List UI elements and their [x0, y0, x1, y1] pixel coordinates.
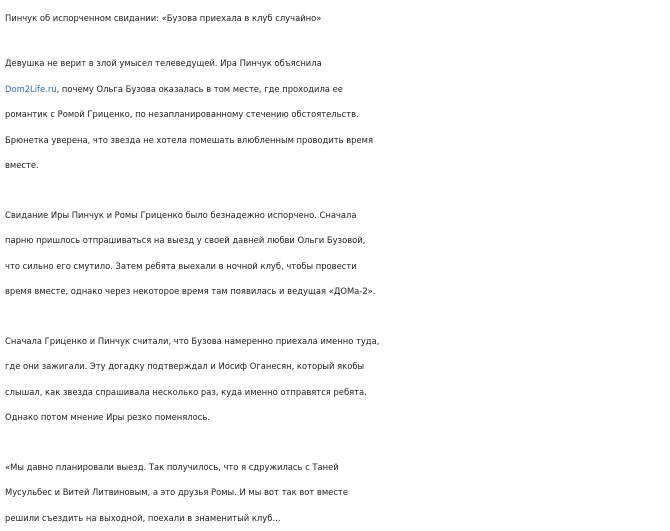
paragraph-line: Брюнетка уверена, что звезда не хотела помешать влюбленным проводить время [5, 128, 667, 154]
paragraph-line [5, 77, 667, 103]
paragraph-line: вместе. [5, 153, 667, 179]
paragraph-line: решили съездить на выходной, поехали в знаменитый клуб… [5, 506, 667, 531]
article-paragraph-3 [5, 329, 667, 431]
article-paragraph-2 [5, 203, 667, 305]
paragraph-line: Свидание Иры Пинчук и Ромы Гриценко было безнадежно испорчено. Сначала [5, 203, 667, 229]
article [5, 0, 667, 531]
paragraph-line: Девушка не верит в злой умысел телеведущей. Ира Пинчук объяснила [5, 51, 667, 77]
paragraph-line: романтик с Ромой Гриценко, по незапланированному стечению обстоятельств. [5, 102, 667, 128]
paragraph-line: «Мы давно планировали выезд. Так получилось, что я сдружилась с Таней [5, 455, 667, 481]
paragraph-line-text: , почему Ольга Бузова оказалась в том месте, где проходила ее [57, 84, 343, 94]
paragraph-line: Сначала Гриценко и Пинчук считали, что Бузова намеренно приехала именно туда, [5, 329, 667, 355]
paragraph-line: Мусульбес и Витей Литвиновым, а это друзья Ромы. И мы вот так вот вместе [5, 480, 667, 506]
paragraph-line: парню пришлось отпрашиваться на выезд у своей давней любви Ольги Бузовой, [5, 228, 667, 254]
article-headline: Пинчук об испорченном свидании: «Бузова приехала в клуб случайно» [5, 0, 667, 30]
article-paragraph-4 [5, 455, 667, 531]
paragraph-line: время вместе, однако через некоторое время там появилась и ведущая «ДОМа-2». [5, 279, 667, 305]
paragraph-line: что сильно его смутило. Затем ребята выехали в ночной клуб, чтобы провести [5, 254, 667, 280]
paragraph-line: Однако потом мнение Иры резко поменялось. [5, 405, 667, 431]
article-paragraph-1 [5, 51, 667, 179]
source-link[interactable]: Dom2Life.ru [5, 84, 57, 94]
paragraph-line: где они зажигали. Эту догадку подтверждал и Иосиф Оганесян, который якобы [5, 354, 667, 380]
paragraph-line: слышал, как звезда спрашивала несколько раз, куда именно отправятся ребята. [5, 380, 667, 406]
